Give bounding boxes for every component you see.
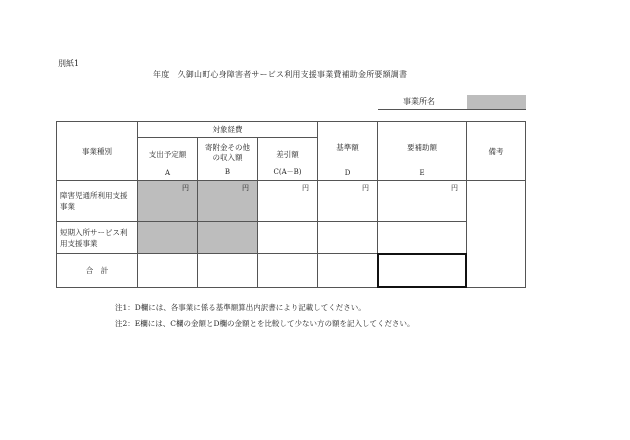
- total-highlight-box: [377, 253, 467, 288]
- cell-d-total[interactable]: [318, 254, 378, 288]
- col-b-code: B: [224, 168, 231, 176]
- cell-c-total[interactable]: [258, 254, 318, 288]
- col-b-header: [198, 138, 258, 181]
- total-label: 合 計: [57, 254, 138, 288]
- category-header: 事業種別: [57, 122, 138, 181]
- sheet-label: 別紙1: [58, 59, 80, 68]
- office-name-field[interactable]: [467, 95, 526, 109]
- document-title: 年度 久御山町心身障害者サービス利用支援事業費補助金所要額調書: [153, 70, 408, 79]
- col-a-label: 支出予定額: [148, 150, 187, 159]
- note-2: 注2：E欄には、C欄の金額とD欄の金額とを比較して少ない方の額を記入してください。: [115, 319, 415, 328]
- col-e-label: 要補助額: [407, 143, 437, 152]
- cell-b-total[interactable]: [198, 254, 258, 288]
- cell-a-row-0[interactable]: [138, 181, 198, 222]
- unit-yen: 円: [451, 184, 458, 192]
- remarks-header: 備考: [467, 122, 526, 181]
- col-a-header: [138, 138, 198, 181]
- unit-yen: 円: [302, 184, 309, 192]
- col-a-code: A: [164, 169, 171, 177]
- office-name-label: 事業所名: [403, 97, 435, 106]
- cell-b-row-0[interactable]: [198, 181, 258, 222]
- col-d-label: 基準額: [336, 143, 359, 152]
- cell-e-row-0[interactable]: [378, 181, 467, 222]
- cell-c-row-0[interactable]: [258, 181, 318, 222]
- col-c-code: C(A－B): [273, 168, 302, 176]
- unit-yen: 円: [182, 184, 189, 192]
- cell-a-total[interactable]: [138, 254, 198, 288]
- row-label-child-outpatient: [57, 181, 138, 222]
- row-1-label-2: 用支援事業: [60, 238, 98, 248]
- cell-c-row-1[interactable]: [258, 222, 318, 254]
- cell-e-row-1[interactable]: [378, 222, 467, 254]
- col-c-label: 差引額: [276, 150, 299, 159]
- office-name-underline: [378, 109, 526, 110]
- note-1: 注1：D欄には、各事業に係る基準額算出内訳書により記載してください。: [115, 303, 366, 312]
- cell-a-row-1[interactable]: [138, 222, 198, 254]
- target-expense-header: 対象経費: [138, 122, 318, 138]
- col-e-header: [378, 122, 467, 181]
- col-b-label-2: の収入額: [212, 153, 243, 162]
- remarks-cell[interactable]: [467, 181, 526, 288]
- col-b-label-1: 寄附金その他: [205, 143, 250, 152]
- col-d-code: D: [344, 169, 351, 177]
- col-c-header: [258, 138, 318, 181]
- subsidy-table: [56, 121, 526, 288]
- row-label-short-stay: [57, 222, 138, 254]
- cell-b-row-1[interactable]: [198, 222, 258, 254]
- cell-d-row-0[interactable]: [318, 181, 378, 222]
- unit-yen: 円: [242, 184, 249, 192]
- unit-yen: 円: [362, 184, 369, 192]
- cell-e-total[interactable]: [378, 254, 467, 288]
- col-d-header: [318, 122, 378, 181]
- row-0-label-1: 障害児通所利用支援: [60, 191, 128, 200]
- cell-d-row-1[interactable]: [318, 222, 378, 254]
- col-e-code: E: [419, 169, 425, 177]
- row-1-label-1: 短期入所サービス利: [60, 227, 128, 237]
- row-0-label-2: 事業: [60, 202, 75, 211]
